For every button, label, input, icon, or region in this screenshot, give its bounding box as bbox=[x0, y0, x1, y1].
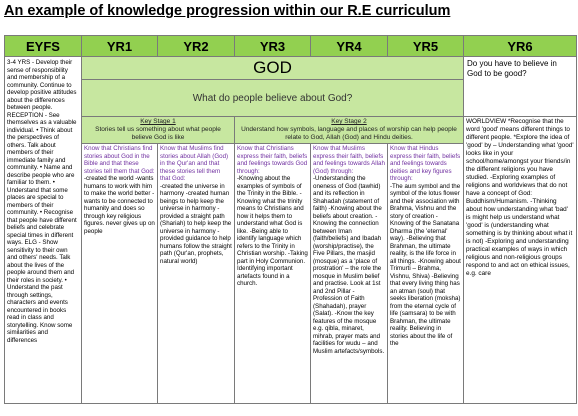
eyfs-cell: 3-4 YRS - Develop their sense of responsibility and membership of a community. Continue to develop positive attitudes about the differences between people. RECEPTION - See themselves as a valuable individual. • Think about the perspectives of others. Talk about members of their immediate family and community. • Name and describe people who are familiar to them. • Understand that some places are special to members of their community. • Recognise that people have different beliefs and celebrate special times in different ways. ELG - Show sensitivity to their own and others' needs. Talk about the lives of the people around them and their roles in society. • Understand the past through settings, characters and events encountered in books read in class and storytelling. Know some similarities and differences bbox=[5, 57, 82, 404]
header-yr4: YR4 bbox=[311, 36, 388, 57]
god-label: GOD bbox=[82, 57, 464, 80]
header-yr1: YR1 bbox=[82, 36, 158, 57]
yr5-cell bbox=[388, 144, 464, 404]
main-question: What do people believe about God? bbox=[82, 80, 464, 117]
header-yr5: YR5 bbox=[388, 36, 464, 57]
yr2-body: -created the universe in harmony -created human beings to help keep the universe in harmony -provided a straight path (Shariah) to help keep the universe in harmony -provided guidance to help humans follow the straight path (Qur'an, prophets, natural world) bbox=[160, 182, 232, 265]
header-eyfs: EYFS bbox=[5, 36, 82, 57]
yr3-cell bbox=[235, 144, 311, 404]
yr4-body: -Understanding the oneness of God (tawhid) and its reflection in Shahadah (statement of faith) -Knowing about the beliefs about creation. -Knowing the connection between Iman (faith/beliefs) and Ibadah (worship/practise), the Five Pillars, the masjid (mosque) as a 'place of prostration' – the role the mosque in Muslim belief and practise. Look at 1st and 2nd Pillar - Profession of Faith (Shahadah), prayer (Salat). -Know the key features of the mosque e.g. qibla, minaret, mihrab, prayer mats and facilities for wudu – and Muslim artefacts/symbols. bbox=[313, 175, 385, 355]
header-row bbox=[5, 36, 577, 57]
yr6-cell: WORLDVIEW *Recognise that the word 'good' means different things to different people. *Explore the idea of 'good' by – Understanding what 'good' looks like in your school/home/amongst your friends/in the different religions you have studied. -Exploring examples of religions and worldviews that do not have a concept of God: Buddhism/Humanism. -Thinking about how understanding what 'bad' is might help us understand what 'good' is (understanding what something is by thinking about what it is not) -Exploring and understanding practical examples of ways in which religious and non-religious groups respond to and act on ethical issues, e.g. care bbox=[464, 117, 577, 404]
ks2-title: Key Stage 2 bbox=[331, 118, 367, 125]
yr1-body: -created the world -wants humans to work with him to make the world better -wants to be connected to humanity and does so through key religious figures. never gives up on people bbox=[84, 175, 155, 235]
yr3-heading: Know that Christians express their faith, beliefs and feelings towards God through: bbox=[237, 145, 308, 175]
yr1-heading: Know that Christians find stories about God in the Bible and that these stories tell them that God: bbox=[84, 145, 155, 175]
page-title: An example of knowledge progression within our R.E curriculum bbox=[4, 3, 451, 19]
ks2-banner bbox=[235, 117, 464, 144]
ks1-banner bbox=[82, 117, 235, 144]
yr6-question: Do you have to believe in God to be good? bbox=[464, 57, 577, 117]
yr1-cell bbox=[82, 144, 158, 404]
curriculum-table bbox=[4, 35, 577, 404]
yr4-cell bbox=[311, 144, 388, 404]
yr3-body: -Knowing about the examples of symbols of the Trinity in the Bible. -Knowing what the trinity means to Christians and how it helps them to understand what God is like. -Being able to identify language which refers to the Trinity in Christian worship. -Taking part in Holy Communion. Identifying important artefacts found in a church. bbox=[237, 175, 308, 287]
ks1-text: Stories tell us something about what people believe God is like bbox=[95, 126, 221, 141]
ks1-title: Key Stage 1 bbox=[140, 118, 176, 125]
yr2-cell bbox=[158, 144, 235, 404]
yr4-heading: Know that Muslims express their faith, beliefs and feelings towards Allah (God) through: bbox=[313, 145, 385, 175]
header-yr6: YR6 bbox=[464, 36, 577, 57]
ks2-text: Understand how symbols, language and places of worship can help people relate to God, Allah (God) and Hindu deities. bbox=[241, 126, 457, 141]
yr5-heading: Know that Hindus express their faith, beliefs and feelings towards deities and key figures through: bbox=[390, 145, 461, 182]
header-yr2: YR2 bbox=[158, 36, 235, 57]
yr5-body: -The aum symbol and the symbol of the lotus flower and their association with Brahma, Vishnu and the story of creation -Knowing of the Sanatana Dharma (the 'eternal' way). -Believing that Brahman, the ultimate reality, is the life force in all things. -Knowing about Trimurti – Brahma, Vishnu, Shiva) -Believing that every living thing has an atman (soul) that seeks liberation (moksha) from the eternal cycle of life (samsara) to be with Brahman, the ultimate reality. Believing in stories about the life of the bbox=[390, 182, 461, 347]
header-yr3: YR3 bbox=[235, 36, 311, 57]
yr2-heading: Know that Muslims find stories about Allah (God) in the Qur'an and that these stories tell them that God: bbox=[160, 145, 229, 182]
